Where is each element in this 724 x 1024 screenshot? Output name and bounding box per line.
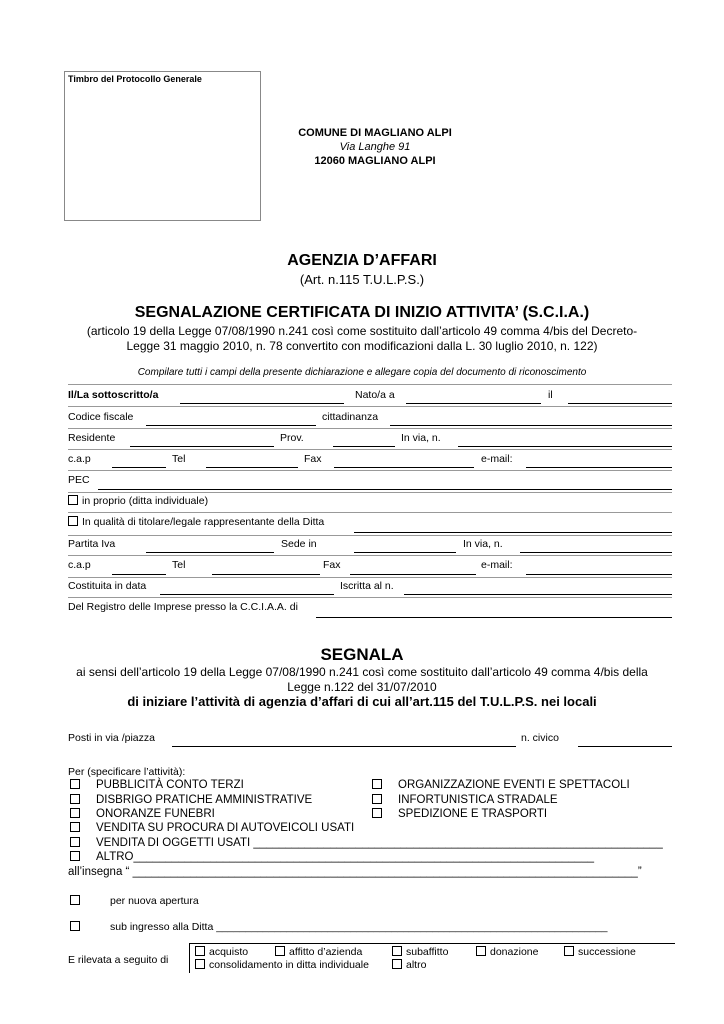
tel-label: Tel <box>172 453 186 465</box>
tel2-label: Tel <box>172 559 186 571</box>
email2-field[interactable] <box>526 574 672 575</box>
activity-pubblicita[interactable]: PUBBLICITÀ CONTO TERZI <box>70 779 244 791</box>
checkbox[interactable] <box>70 837 80 847</box>
nuova-apertura-option[interactable]: per nuova apertura <box>70 895 199 907</box>
doc-title-ref: (Art. n.115 T.U.L.P.S.) <box>299 272 425 287</box>
checkbox[interactable] <box>392 946 402 956</box>
option-altro[interactable]: altro <box>392 959 426 971</box>
activity-infortunistica[interactable]: INFORTUNISTICA STRADALE <box>372 794 558 806</box>
activities-intro: Per (specificare l’attività): <box>68 766 186 778</box>
checkbox[interactable] <box>70 921 80 931</box>
checkbox[interactable] <box>68 516 78 526</box>
prov-field[interactable] <box>333 446 395 447</box>
fax-field[interactable] <box>334 467 474 468</box>
civico-label: n. civico <box>521 732 559 744</box>
option-successione[interactable]: successione <box>564 946 636 958</box>
checkbox[interactable] <box>372 808 382 818</box>
codice-fiscale-label: Codice fiscale <box>68 411 134 423</box>
cap-field[interactable] <box>112 467 166 468</box>
activity-spedizione[interactable]: SPEDIZIONE E TRASPORTI <box>372 808 547 820</box>
registro-label: Del Registro delle Imprese presso la C.C.I.A.A. di <box>68 601 298 613</box>
scia-title: SEGNALAZIONE CERTIFICATA DI INIZIO ATTIVITA’ (S.C.I.A.) <box>134 304 590 321</box>
civico-field[interactable] <box>578 746 672 747</box>
cittadinanza-label: cittadinanza <box>322 411 379 423</box>
doc-title: AGENZIA D’AFFARI <box>287 252 437 269</box>
sede-field[interactable] <box>354 552 456 553</box>
sottoscritto-field[interactable] <box>180 403 344 404</box>
checkbox[interactable] <box>564 946 574 956</box>
comune-city: 12060 MAGLIANO ALPI <box>314 155 436 167</box>
partita-iva-field[interactable] <box>146 552 274 553</box>
iscritta-field[interactable] <box>404 594 672 595</box>
scia-note-1: (articolo 19 della Legge 07/08/1990 n.241 così come sostituito dall’articolo 49 comma 4/bis del Decreto- <box>86 324 638 338</box>
checkbox[interactable] <box>195 959 205 969</box>
nato-field[interactable] <box>406 403 541 404</box>
checkbox[interactable] <box>70 779 80 789</box>
cap2-field[interactable] <box>112 574 166 575</box>
activity-altro[interactable]: ALTRO________________________________________________________________________ <box>70 851 594 863</box>
checkbox[interactable] <box>70 822 80 832</box>
fax-label: Fax <box>304 453 322 465</box>
via2-label: In via, n. <box>463 538 503 550</box>
tel2-field[interactable] <box>212 574 320 575</box>
posti-field[interactable] <box>172 746 516 747</box>
checkbox[interactable] <box>392 959 402 969</box>
activity-disbrigo[interactable]: DISBRIGO PRATICHE AMMINISTRATIVE <box>70 794 312 806</box>
costituita-field[interactable] <box>160 594 334 595</box>
option-donazione[interactable]: donazione <box>476 946 538 958</box>
sede-label: Sede in <box>281 538 317 550</box>
activity-onoranze[interactable]: ONORANZE FUNEBRI <box>70 808 215 820</box>
checkbox[interactable] <box>372 779 382 789</box>
cap-label: c.a.p <box>68 453 91 465</box>
option-subaffitto[interactable]: subaffitto <box>392 946 448 958</box>
segnala-title: SEGNALA <box>320 645 404 664</box>
checkbox[interactable] <box>195 946 205 956</box>
email-field[interactable] <box>526 467 672 468</box>
comune-name: COMUNE DI MAGLIANO ALPI <box>298 127 452 139</box>
email-label: e-mail: <box>481 453 513 465</box>
ditta-field[interactable] <box>354 532 672 533</box>
checkbox[interactable] <box>372 794 382 804</box>
via-label: In via, n. <box>401 432 441 444</box>
registro-field[interactable] <box>316 617 672 618</box>
option-acquisto[interactable]: acquisto <box>195 946 248 958</box>
via2-field[interactable] <box>520 552 672 553</box>
option-affitto[interactable]: affitto d’azienda <box>275 946 362 958</box>
segnala-note-1: ai sensi dell’articolo 19 della Legge 07/08/1990 n.241 così come sostituito dall’articolo 49 comma 4/bis della <box>76 665 648 679</box>
checkbox[interactable] <box>70 808 80 818</box>
il-field[interactable] <box>568 403 672 404</box>
pec-field[interactable] <box>98 489 672 490</box>
titolare-option[interactable]: In qualità di titolare/legale rappresentante della Ditta <box>68 516 324 528</box>
cittadinanza-field[interactable] <box>390 425 672 426</box>
comune-header <box>240 126 510 168</box>
fax2-field[interactable] <box>350 574 476 575</box>
cap2-label: c.a.p <box>68 559 91 571</box>
prov-label: Prov. <box>280 432 304 444</box>
subingresso-option[interactable]: sub ingresso alla Ditta ___________________________________________________________________ <box>70 921 607 933</box>
sottoscritto-label: Il/La sottoscritto/a <box>68 389 159 401</box>
insegna-field[interactable]: all’insegna “ _______________________________________________________________________________” <box>68 866 642 878</box>
pec-label: PEC <box>68 474 90 486</box>
via-field[interactable] <box>458 446 672 447</box>
separator <box>68 384 672 385</box>
rilevata-label: E rilevata a seguito di <box>68 954 169 966</box>
partita-iva-label: Partita Iva <box>68 538 116 550</box>
segnala-statement: di iniziare l’attività di agenzia d’affari di cui all’art.115 del T.U.L.P.S. nei locali <box>127 694 597 709</box>
activity-autoveicoli[interactable]: VENDITA SU PROCURA DI AUTOVEICOLI USATI <box>70 822 354 834</box>
separator <box>68 597 672 598</box>
in-proprio-option[interactable]: in proprio (ditta individuale) <box>68 495 208 507</box>
scia-note-2: Legge 31 maggio 2010, n. 78 convertito con modificazioni dalla L. 30 luglio 2010, n. 122) <box>126 339 598 353</box>
posti-label: Posti in via /piazza <box>68 732 155 744</box>
activity-oggetti-usati[interactable]: VENDITA DI OGGETTI USATI ________________________________________________________________ <box>70 837 663 849</box>
instructions: Compilare tutti i campi della presente dichiarazione e allegare copia del documento di riconoscimento <box>137 367 587 378</box>
segnala-note-2: Legge n.122 del 31/07/2010 <box>287 680 437 694</box>
costituita-label: Costituita in data <box>68 580 147 592</box>
tel-field[interactable] <box>206 467 298 468</box>
separator <box>68 512 672 513</box>
fax2-label: Fax <box>323 559 341 571</box>
checkbox[interactable] <box>476 946 486 956</box>
stamp-label: Timbro del Protocollo Generale <box>68 74 202 84</box>
separator <box>68 577 672 578</box>
iscritta-label: Iscritta al n. <box>340 580 394 592</box>
checkbox[interactable] <box>275 946 285 956</box>
residente-field[interactable] <box>130 446 274 447</box>
checkbox[interactable] <box>70 794 80 804</box>
checkbox[interactable] <box>68 495 78 505</box>
separator <box>68 555 672 556</box>
comune-street: Via Langhe 91 <box>339 141 411 153</box>
separator <box>68 492 672 493</box>
checkbox[interactable] <box>70 895 80 905</box>
codice-fiscale-field[interactable] <box>146 425 316 426</box>
separator <box>68 470 672 471</box>
separator <box>68 449 672 450</box>
separator <box>68 428 672 429</box>
email2-label: e-mail: <box>481 559 513 571</box>
activity-eventi[interactable]: ORGANIZZAZIONE EVENTI E SPETTACOLI <box>372 779 630 791</box>
checkbox[interactable] <box>70 851 80 861</box>
il-label: il <box>548 389 553 401</box>
separator <box>68 406 672 407</box>
nato-label: Nato/a a <box>355 389 395 401</box>
protocol-stamp-box <box>64 71 261 221</box>
residente-label: Residente <box>68 432 116 444</box>
option-consolidamento[interactable]: consolidamento in ditta individuale <box>195 959 369 971</box>
separator <box>68 535 672 536</box>
